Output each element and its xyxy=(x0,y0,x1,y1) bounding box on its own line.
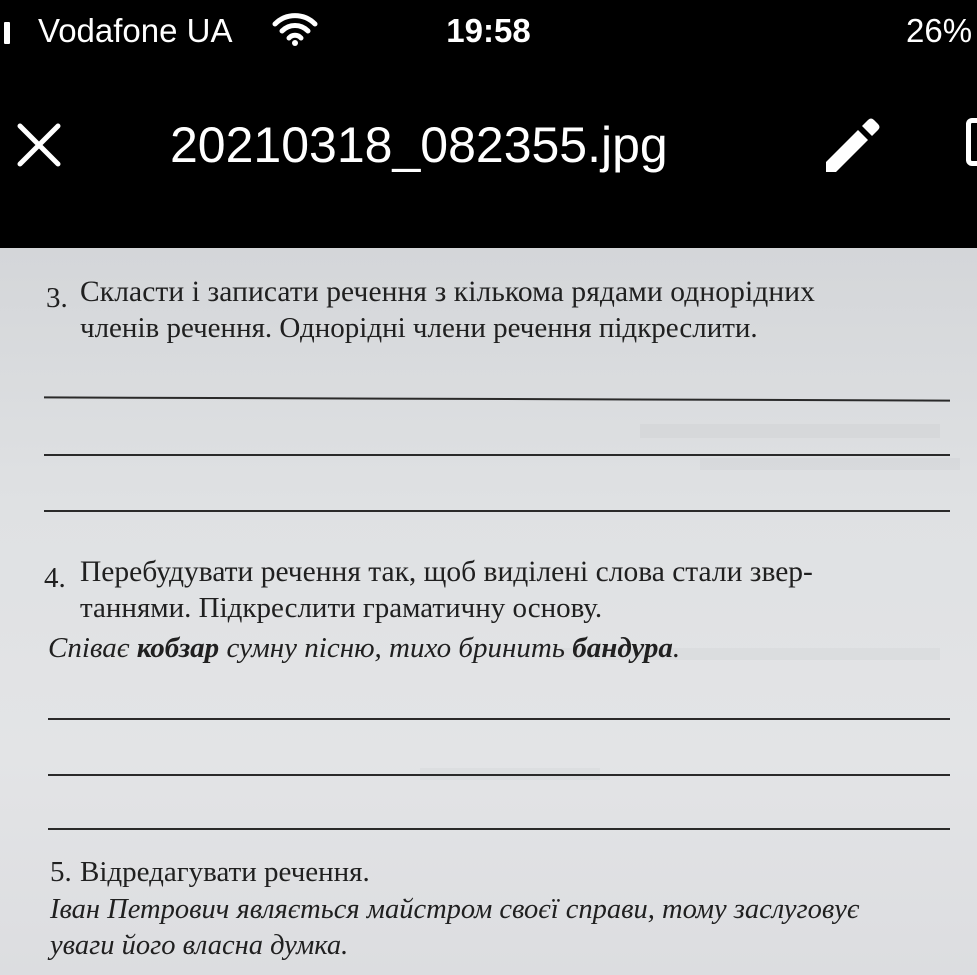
answer-line xyxy=(48,828,950,830)
task3-text-line2: членів речення. Однорідні члени речення підкреслити. xyxy=(80,312,758,344)
carrier-name: Vodafone UA xyxy=(38,12,233,49)
answer-line xyxy=(48,774,950,776)
task5-number: 5. xyxy=(50,856,72,888)
highlighted-word: бандура xyxy=(572,632,673,664)
clock: 19:58 xyxy=(446,12,531,49)
task4-number: 4. xyxy=(44,562,66,594)
photo-content xyxy=(0,248,977,975)
task5-text-line1: Відредагувати речення. xyxy=(80,856,370,888)
highlighted-word: кобзар xyxy=(136,632,220,664)
answer-line xyxy=(44,510,950,512)
task4-example-sentence: Співає кобзар сумну пісню, тихо бринить бандура. xyxy=(48,632,681,664)
task5-example-line1: Іван Петрович являється майстром своєї справи, тому заслуговує xyxy=(50,894,860,925)
answer-line xyxy=(44,454,950,456)
image-viewer-toolbar xyxy=(0,64,977,248)
task4-text-line2: таннями. Підкреслити граматичну основу. xyxy=(80,592,603,624)
answer-line xyxy=(48,718,950,720)
task3-text-line1: Скласти і записати речення з кількома рядами однорідних xyxy=(80,276,816,308)
answer-line xyxy=(44,396,950,401)
task4-text-line1: Перебудувати речення так, щоб виділені слова стали звер- xyxy=(80,556,813,588)
close-icon[interactable] xyxy=(14,120,64,170)
more-options-icon[interactable] xyxy=(966,118,977,166)
task5-example-line2: уваги його власна думка. xyxy=(50,930,349,961)
task3-number: 3. xyxy=(46,282,68,314)
status-bar xyxy=(0,0,977,64)
battery-percent: 26% xyxy=(906,12,973,49)
pencil-edit-icon[interactable] xyxy=(820,114,884,176)
file-name: 20210318_082355.jpg xyxy=(170,117,668,173)
